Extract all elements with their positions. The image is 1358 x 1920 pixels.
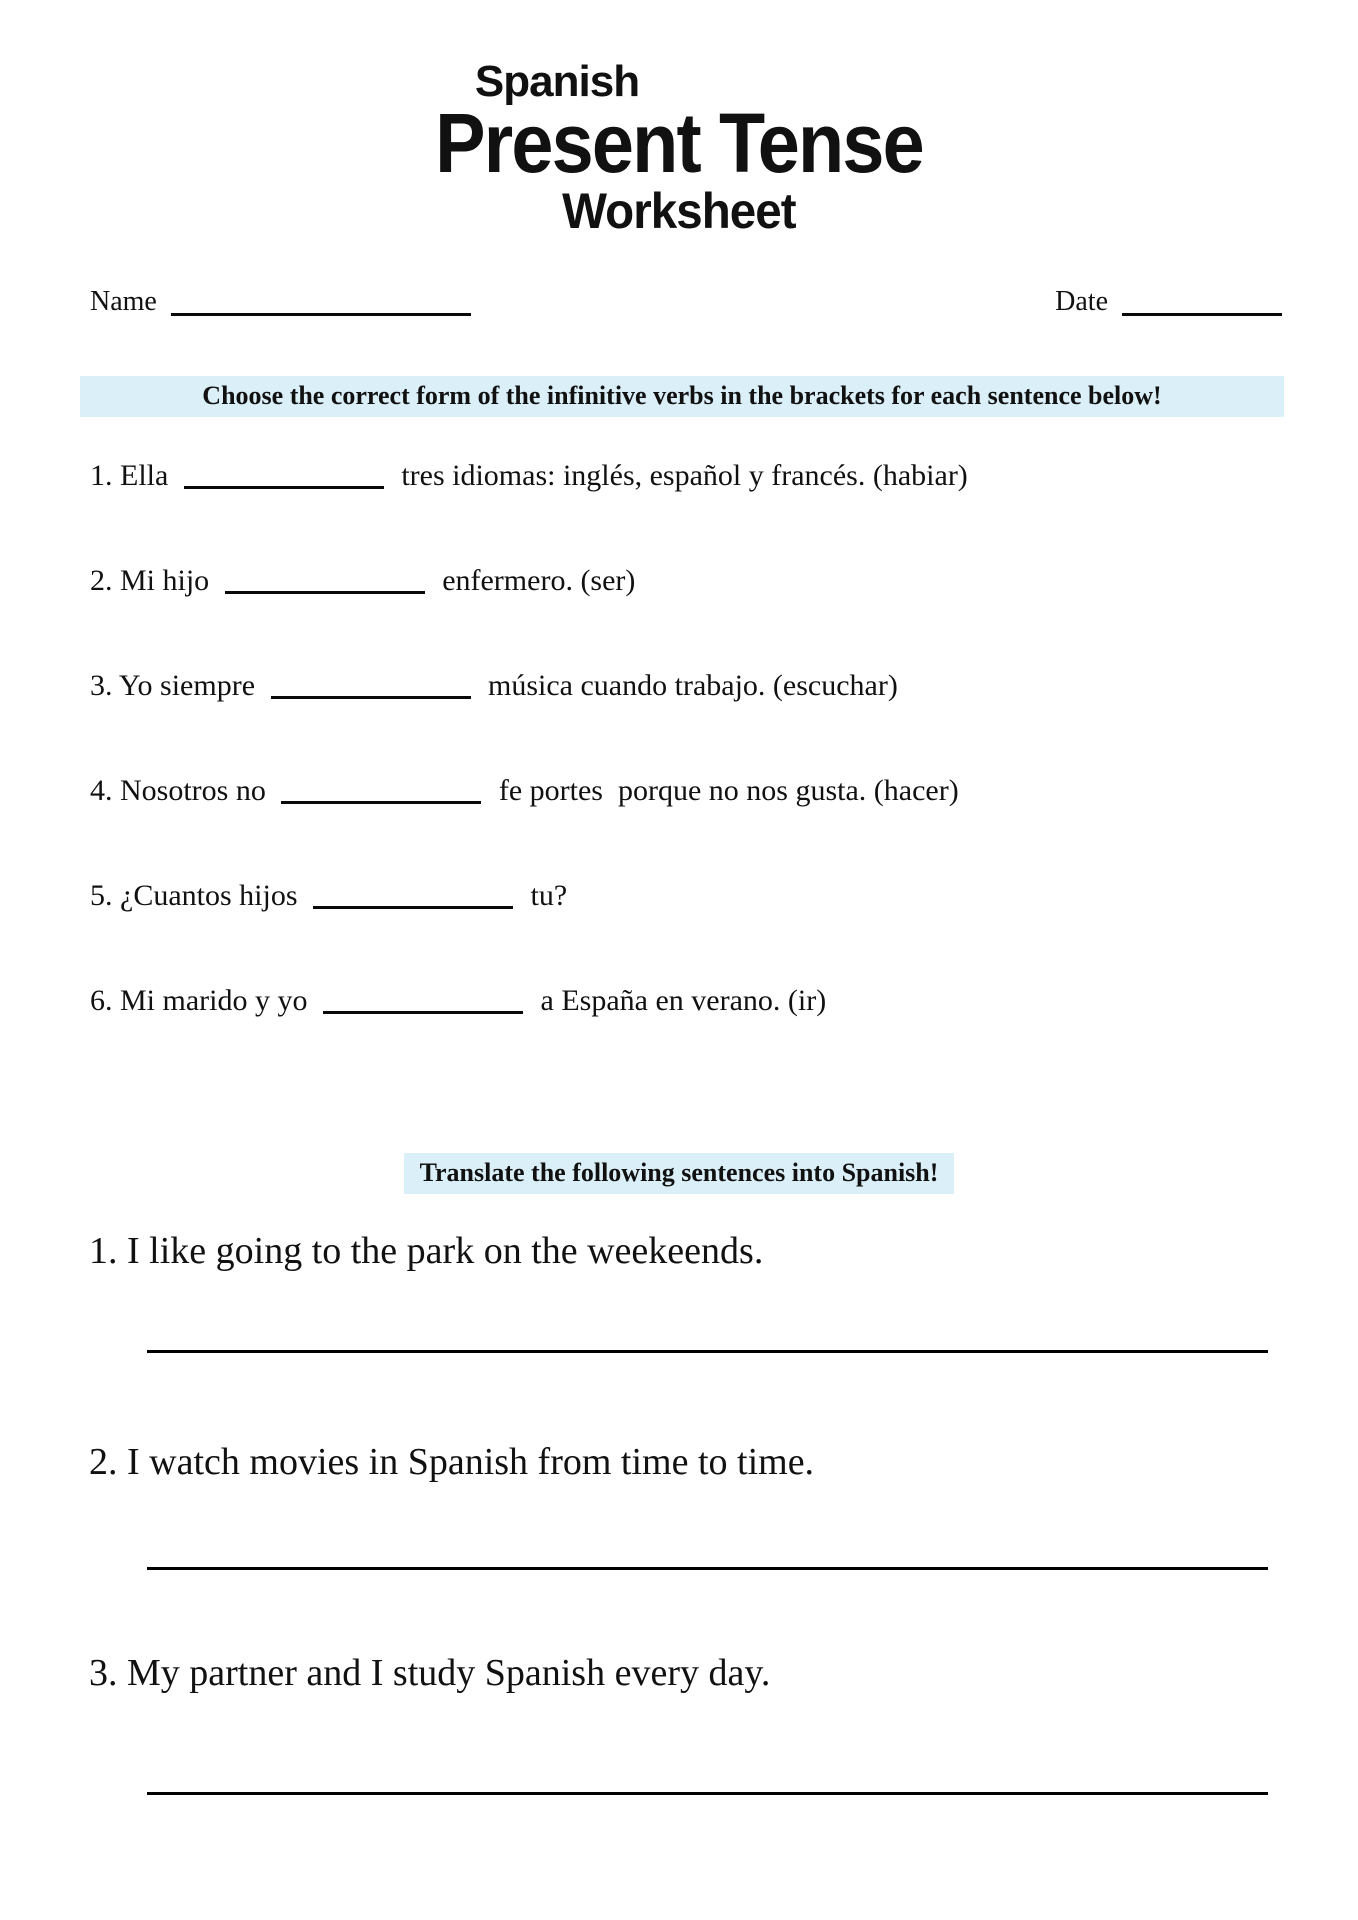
page-title-text: Present Tense — [435, 96, 923, 190]
fill-sentence-2-post: enfermero. (ser) — [434, 564, 636, 597]
translate-answer-line-2[interactable] — [147, 1567, 1268, 1570]
fill-sentence-3 — [90, 665, 1330, 707]
translate-sentence-2: 2. I watch movies in Spanish from time to time. — [89, 1441, 815, 1483]
fill-sentence-3-post: música cuando trabajo. (escuchar) — [480, 669, 898, 702]
date-label: Date — [1055, 286, 1108, 317]
fill-sentence-5 — [90, 875, 1330, 917]
fill-sentence-5-pre: 5. ¿Cuantos hijos — [90, 879, 305, 912]
title-subtitle-bottom — [0, 183, 1358, 239]
fill-sentence-3-pre: 3. Yo siempre — [90, 669, 263, 702]
translate-answer-line-1[interactable] — [147, 1350, 1268, 1353]
name-date-row — [90, 286, 1282, 318]
fill-sentence-1-blank[interactable] — [184, 481, 384, 489]
fill-sentence-1-pre: 1. Ella — [90, 459, 176, 492]
fill-section-instruction: Choose the correct form of the infinitive verbs in the brackets for each sentence below! — [80, 376, 1284, 417]
translate-sentence-1: 1. I like going to the park on the weekeends. — [89, 1230, 764, 1272]
fill-sentence-4-post: fe portes porque no nos gusta. (hacer) — [491, 774, 959, 807]
translate-section-instruction-row — [0, 1153, 1358, 1194]
translate-answer-line-3[interactable] — [147, 1792, 1268, 1795]
date-input-line[interactable] — [1122, 308, 1282, 316]
fill-sentence-6-pre: 6. Mi marido y yo — [90, 984, 315, 1017]
fill-sentence-5-post: tu? — [523, 879, 568, 912]
name-field-group — [90, 286, 471, 318]
fill-sentence-2-blank[interactable] — [225, 586, 425, 594]
name-label: Name — [90, 286, 157, 317]
translate-sentence-3: 3. My partner and I study Spanish every day. — [89, 1652, 771, 1694]
translate-section-instruction: Translate the following sentences into Spanish! — [404, 1153, 955, 1194]
page-title — [0, 96, 1358, 190]
fill-sentence-2 — [90, 560, 1330, 602]
fill-sentence-6-blank[interactable] — [323, 1006, 523, 1014]
title-subtitle-bottom-text: Worksheet — [562, 183, 796, 239]
fill-sentence-6-post: a España en verano. (ir) — [533, 984, 827, 1017]
fill-sentence-4-blank[interactable] — [281, 796, 481, 804]
fill-sentence-2-pre: 2. Mi hijo — [90, 564, 217, 597]
fill-sentence-1 — [90, 455, 1330, 497]
name-input-line[interactable] — [171, 308, 471, 316]
fill-sentence-1-post: tres idiomas: inglés, español y francés. (habiar) — [393, 459, 968, 492]
fill-sentence-4 — [90, 770, 1330, 812]
fill-sentence-6 — [90, 980, 1330, 1022]
fill-sentence-4-pre: 4. Nosotros no — [90, 774, 274, 807]
date-field-group — [1055, 286, 1282, 318]
title-subtitle-top-text: Spanish — [474, 57, 640, 106]
fill-sentence-3-blank[interactable] — [271, 691, 471, 699]
fill-sentence-5-blank[interactable] — [313, 901, 513, 909]
